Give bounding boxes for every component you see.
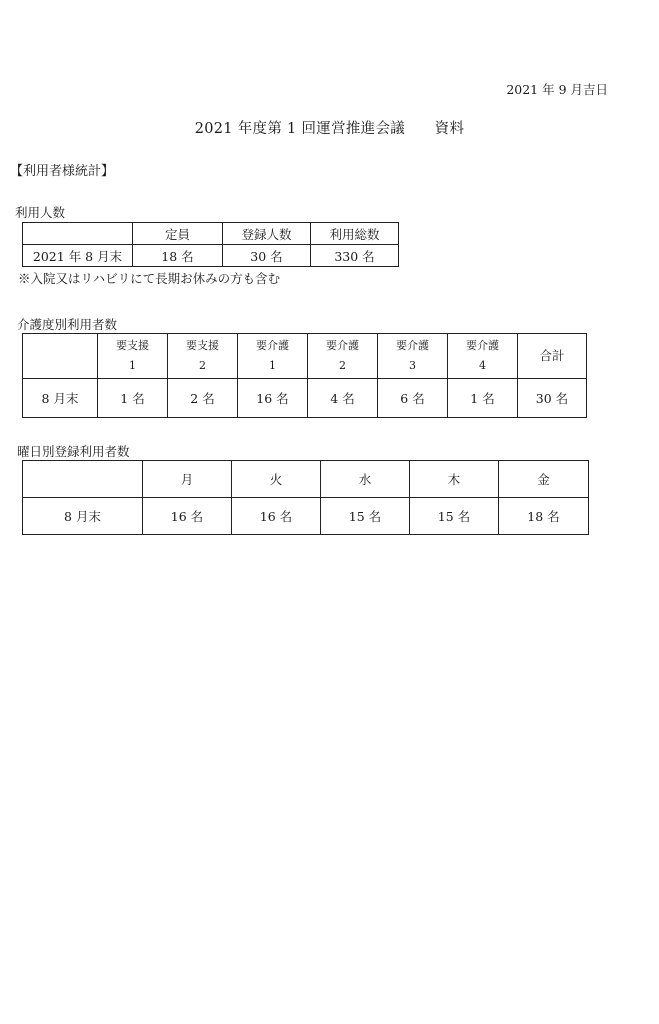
header-cell: 利用総数 xyxy=(311,223,399,245)
table-cell: 6 名 xyxy=(378,379,448,418)
header-cell: 火 xyxy=(232,461,321,498)
table-cell: 15 名 xyxy=(410,498,499,535)
table-cell: 2021 年 8 月末 xyxy=(23,245,133,267)
table-row xyxy=(23,379,587,418)
table-header-row xyxy=(23,461,589,498)
table-cell: 4 名 xyxy=(308,379,378,418)
usage-count-label: 利用人数 xyxy=(15,205,66,220)
table-cell: 16 名 xyxy=(232,498,321,535)
table-cell: 8 月末 xyxy=(23,498,143,535)
header-cell: 登録人数 xyxy=(223,223,311,245)
table-row xyxy=(23,245,399,267)
header-cell xyxy=(23,334,98,379)
care-level-label: 介護度別利用者数 xyxy=(17,317,118,332)
header-cell: 金 xyxy=(499,461,589,498)
table-cell: 1 名 xyxy=(448,379,518,418)
usage-count-note: ※入院又はリハビリにて長期お休みの方も含む xyxy=(18,271,281,286)
table-cell: 2 名 xyxy=(168,379,238,418)
document-date: 2021 年 9 月吉日 xyxy=(506,82,608,97)
header-cell xyxy=(23,461,143,498)
table-cell: 30 名 xyxy=(518,379,587,418)
header-cell: 要支援 2 xyxy=(168,334,238,379)
table-cell: 15 名 xyxy=(321,498,410,535)
table-cell: 8 月末 xyxy=(23,379,98,418)
header-cell: 木 xyxy=(410,461,499,498)
header-cell: 要介護 1 xyxy=(238,334,308,379)
section-title: 【利用者様統計】 xyxy=(10,164,115,179)
document-title: 2021 年度第 1 回運営推進会議 資料 xyxy=(194,121,465,137)
header-cell: 水 xyxy=(321,461,410,498)
table-cell: 18 名 xyxy=(499,498,589,535)
header-cell: 要支援 1 xyxy=(98,334,168,379)
weekday-table xyxy=(22,460,589,535)
header-cell: 要介護 3 xyxy=(378,334,448,379)
header-cell xyxy=(23,223,133,245)
table-row xyxy=(23,498,589,535)
header-cell-total: 合計 xyxy=(518,334,587,379)
table-cell: 16 名 xyxy=(238,379,308,418)
weekday-label: 曜日別登録利用者数 xyxy=(17,444,130,459)
header-cell: 要介護 2 xyxy=(308,334,378,379)
table-header-row xyxy=(23,334,587,379)
table-cell: 30 名 xyxy=(223,245,311,267)
care-level-table xyxy=(22,333,587,418)
usage-count-table xyxy=(22,222,399,267)
table-cell: 1 名 xyxy=(98,379,168,418)
table-cell: 330 名 xyxy=(311,245,399,267)
table-cell: 16 名 xyxy=(143,498,232,535)
header-cell: 定員 xyxy=(133,223,223,245)
table-header-row xyxy=(23,223,399,245)
table-cell: 18 名 xyxy=(133,245,223,267)
header-cell: 要介護 4 xyxy=(448,334,518,379)
header-cell: 月 xyxy=(143,461,232,498)
